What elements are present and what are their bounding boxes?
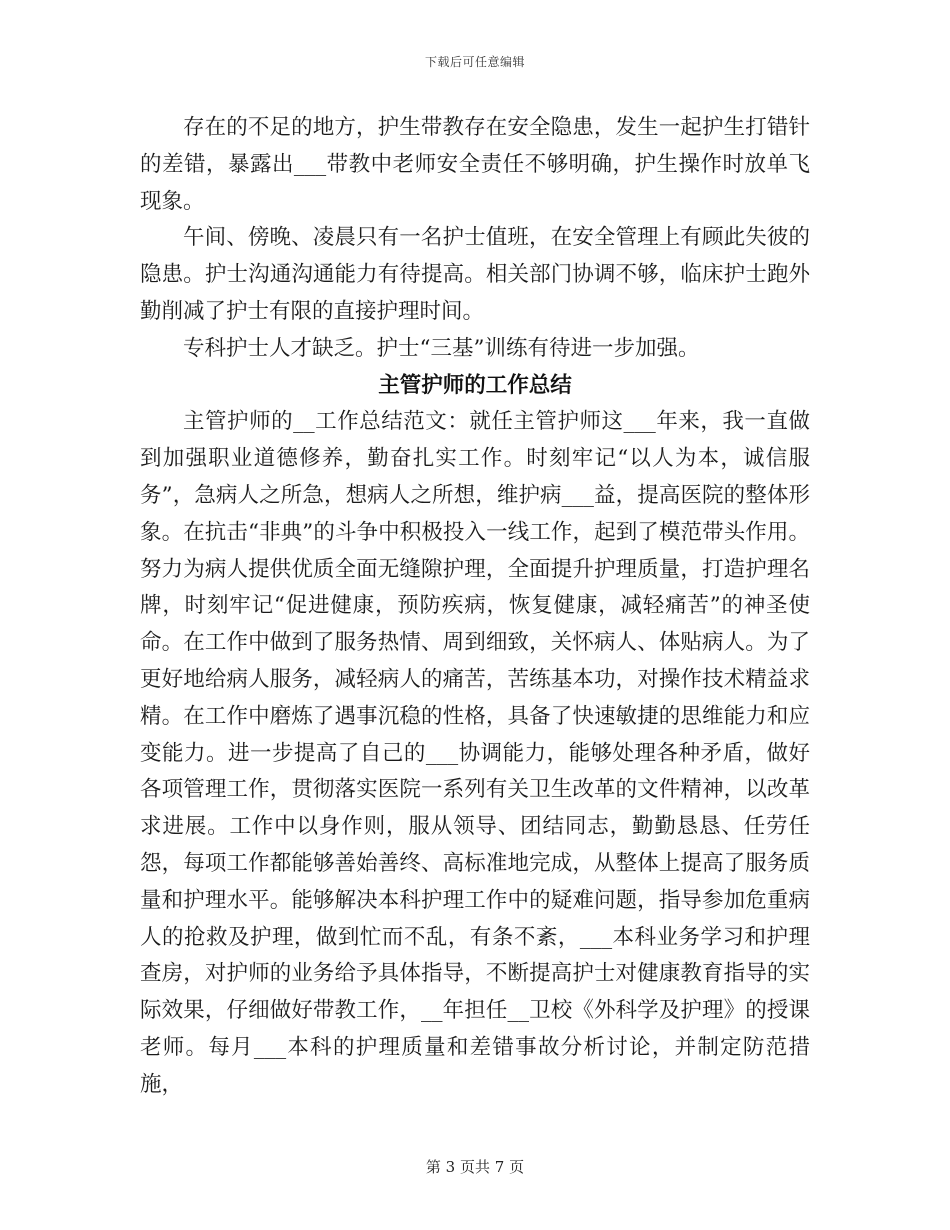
paragraph-2: 午间、傍晚、凌晨只有一名护士值班，在安全管理上有顾此失彼的隐患。护士沟通沟通能力有待提高。相关部门协调不够，临床护士跑外勤削减了护士有限的直接护理时间。 bbox=[140, 225, 810, 324]
page-header-note: 下载后可任意编辑 bbox=[424, 55, 525, 69]
section-title: 主管护师的工作总结 bbox=[378, 372, 572, 398]
section-body: 主管护师的__工作总结范文：就任主管护师这___年来，我一直做到加强职业道德修养，勤奋扎实工作。时刻牢记“以人为本，诚信服务”，急病人之所急，想病人之所想，维护病___益，提高医院的整体形象。在抗击“非典”的斗争中积极投入一线工作，起到了模范带头作用。努力为病人提供优质全面无缝隙护理，全面提升护理质量，打造护理名牌，时刻牢记“促进健康，预防疾病，恢复健康，减轻痛苦”的神圣使命。在工作中做到了服务热情、周到细致，关怀病人、体贴病人。为了更好地给病人服务，减轻病人的痛苦，苦练基本功，对操作技术精益求精。在工作中磨炼了遇事沉稳的性格，具备了快速敏捷的思维能力和应变能力。进一步提高了自己的___协调能力，能够处理各种矛盾，做好各项管理工作，贯彻落实医院一系列有关卫生改革的文件精神，以改革求进展。工作中以身作则，服从领导、团结同志，勤勤恳恳、任劳任怨，每项工作都能够善始善终、高标准地完成，从整体上提高了服务质量和护理水平。能够解决本科护理工作中的疑难问题，指导参加危重病人的抢救及护理，做到忙而不乱，有条不紊，___本科业务学习和护理查房，对护师的业务给予具体指导，不断提高护士对健康教育指导的实际效果，仔细做好带教工作，__年担任__卫校《外科学及护理》的授课老师。每月___本科的护理质量和差错事故分析讨论，并制定防范措施， bbox=[140, 409, 810, 1097]
paragraph-1: 存在的不足的地方，护生带教存在安全隐患，发生一起护生打错针的差错，暴露出___带教中老师安全责任不够明确，护生操作时放单飞现象。 bbox=[140, 115, 810, 214]
document-body bbox=[140, 110, 810, 1104]
paragraph-3: 专科护士人才缺乏。护士“三基”训练有待进一步加强。 bbox=[183, 335, 700, 361]
page-number: 第 3 页共 7 页 bbox=[425, 1158, 525, 1176]
